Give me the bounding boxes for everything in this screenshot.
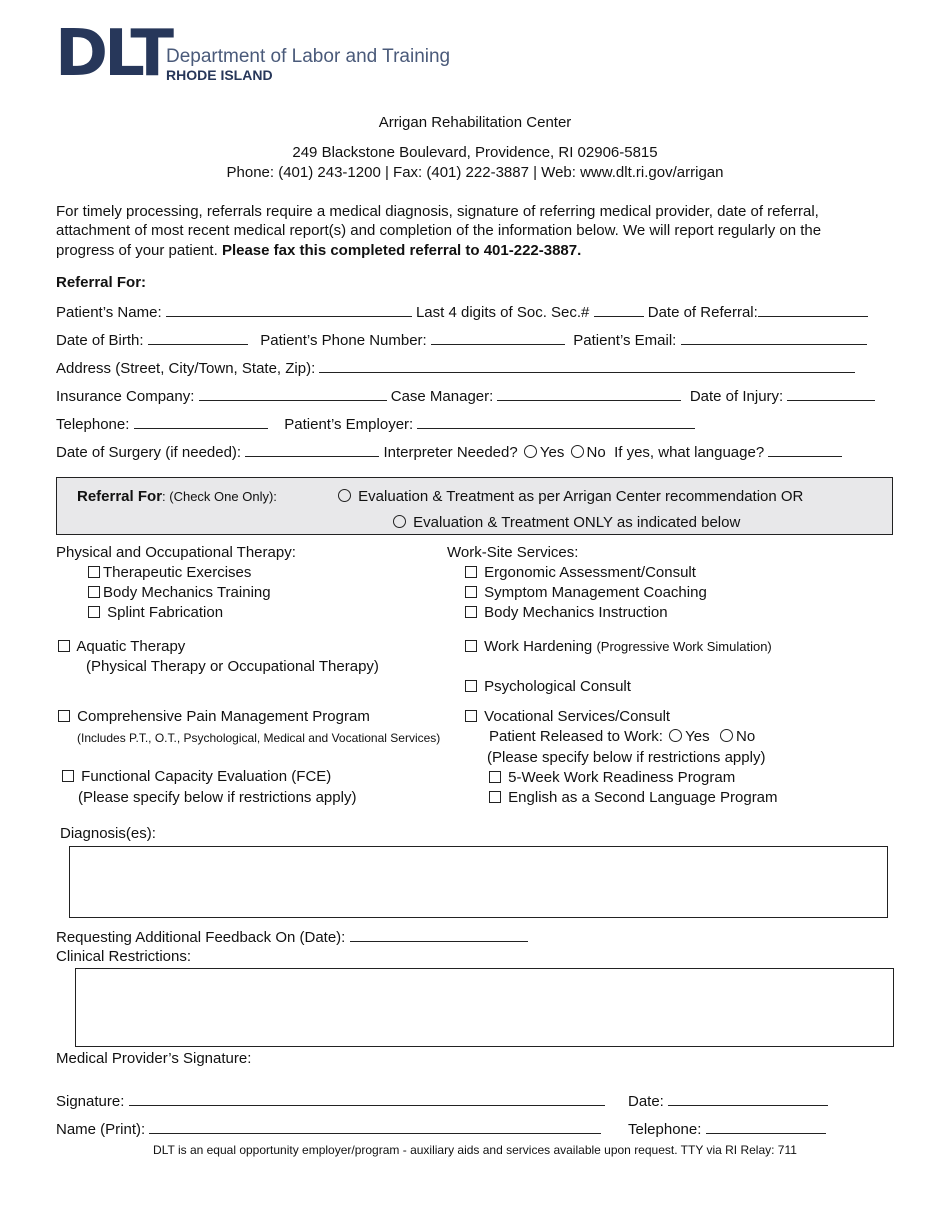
referral-option-1[interactable]: Evaluation & Treatment as per Arrigan Center recommendation OR: [336, 488, 803, 505]
work-hardening-checkbox[interactable]: [465, 640, 477, 652]
row-telephone: Telephone: Patient’s Employer:: [56, 414, 695, 433]
released-no-radio[interactable]: [720, 729, 733, 742]
option-1-radio[interactable]: [338, 489, 351, 502]
signature-row: Signature:: [56, 1091, 605, 1110]
pain-sub: (Includes P.T., O.T., Psychological, Medical and Vocational Services): [77, 731, 441, 745]
released-sub: (Please specify below if restrictions apply): [487, 749, 766, 766]
row-patient: Patient’s Name: Last 4 digits of Soc. Sec.# Date of Referral:: [56, 302, 868, 321]
body-mech-training-checkbox[interactable]: [88, 586, 100, 598]
splint-checkbox[interactable]: [88, 606, 100, 618]
interpreter-yes-radio[interactable]: [524, 445, 537, 458]
feedback-row: Requesting Additional Feedback On (Date):: [56, 927, 528, 946]
splint-fabrication[interactable]: Splint Fabrication: [88, 604, 223, 621]
body-mech-instruction-checkbox[interactable]: [465, 606, 477, 618]
released-to-work: Patient Released to Work: Yes No: [489, 728, 756, 745]
body-mech-instruction[interactable]: Body Mechanics Instruction: [465, 604, 668, 621]
vocational[interactable]: Vocational Services/Consult: [465, 708, 670, 725]
fce-sub: (Please specify below if restrictions apply): [78, 789, 357, 806]
fce-checkbox[interactable]: [62, 770, 74, 782]
restrictions-label: Clinical Restrictions:: [56, 948, 192, 965]
symptom[interactable]: Symptom Management Coaching: [465, 584, 707, 601]
center-name: Arrigan Rehabilitation Center: [378, 114, 572, 131]
row-surgery: Date of Surgery (if needed): Interpreter Needed? Yes No If yes, what language?: [56, 442, 842, 461]
intro-line-3: progress of your patient. Please fax this completed referral to 401-222-3887.: [56, 242, 582, 259]
vocational-checkbox[interactable]: [465, 710, 477, 722]
case-manager-field[interactable]: [497, 386, 681, 401]
referral-heading: Referral For:: [56, 274, 147, 291]
center-contact: Phone: (401) 243-1200 | Fax: (401) 222-3887 | Web: www.dlt.ri.gov/arrigan: [226, 164, 724, 181]
five-week[interactable]: 5-Week Work Readiness Program: [489, 769, 735, 786]
signature-field[interactable]: [129, 1091, 605, 1106]
worksite-heading: Work-Site Services:: [447, 544, 579, 561]
patient-phone-field[interactable]: [431, 330, 565, 345]
pt-ot-heading: Physical and Occupational Therapy:: [56, 544, 296, 561]
date-row: Date:: [628, 1091, 828, 1110]
option-2-radio[interactable]: [393, 515, 406, 528]
aquatic-therapy[interactable]: Aquatic Therapy: [58, 638, 185, 655]
provider-telephone-row: Telephone:: [628, 1119, 826, 1138]
signature-date-field[interactable]: [668, 1091, 828, 1106]
esl-checkbox[interactable]: [489, 791, 501, 803]
referral-option-2[interactable]: Evaluation & Treatment ONLY as indicated below: [391, 514, 740, 531]
patient-email-field[interactable]: [681, 330, 867, 345]
therapeutic-checkbox[interactable]: [88, 566, 100, 578]
insurance-field[interactable]: [199, 386, 387, 401]
row-insurance: Insurance Company: Case Manager: Date of Injury:: [56, 386, 875, 405]
row-dob: Date of Birth: Patient’s Phone Number: Patient’s Email:: [56, 330, 867, 349]
address-field[interactable]: [319, 358, 855, 373]
symptom-checkbox[interactable]: [465, 586, 477, 598]
five-week-checkbox[interactable]: [489, 771, 501, 783]
body-mechanics-training[interactable]: Body Mechanics Training: [88, 584, 271, 601]
language-field[interactable]: [768, 442, 842, 457]
interpreter-no-radio[interactable]: [571, 445, 584, 458]
footer-note: DLT is an equal opportunity employer/program - auxiliary aids and services available upon request. TTY via RI Relay: 711: [153, 1143, 797, 1157]
date-of-referral-field[interactable]: [758, 302, 868, 317]
ergonomic[interactable]: Ergonomic Assessment/Consult: [465, 564, 696, 581]
pain-management[interactable]: Comprehensive Pain Management Program: [58, 708, 370, 725]
referral-type-label: Referral For: (Check One Only):: [77, 488, 277, 505]
name-print-field[interactable]: [149, 1119, 601, 1134]
state-name: RHODE ISLAND: [166, 67, 273, 83]
esl[interactable]: English as a Second Language Program: [489, 789, 778, 806]
center-address: 249 Blackstone Boulevard, Providence, RI 02906-5815: [292, 144, 658, 161]
date-of-surgery-field[interactable]: [245, 442, 379, 457]
therapeutic-exercises[interactable]: Therapeutic Exercises: [88, 564, 251, 581]
date-of-injury-field[interactable]: [787, 386, 875, 401]
patient-name-field[interactable]: [166, 302, 412, 317]
dlt-logo: DLT: [55, 17, 170, 91]
ssn-field[interactable]: [594, 302, 644, 317]
diagnosis-label: Diagnosis(es):: [60, 825, 156, 842]
feedback-date-field[interactable]: [350, 927, 528, 942]
signature-heading: Medical Provider’s Signature:: [56, 1050, 252, 1067]
restrictions-textbox[interactable]: [75, 968, 894, 1047]
row-address: Address (Street, City/Town, State, Zip):: [56, 358, 855, 377]
org-name: Department of Labor and Training: [166, 46, 451, 67]
psych-checkbox[interactable]: [465, 680, 477, 692]
dob-field[interactable]: [148, 330, 248, 345]
provider-telephone-field[interactable]: [706, 1119, 826, 1134]
pain-checkbox[interactable]: [58, 710, 70, 722]
released-yes-radio[interactable]: [669, 729, 682, 742]
aquatic-sub: (Physical Therapy or Occupational Therapy): [86, 658, 379, 675]
name-print-row: Name (Print):: [56, 1119, 601, 1138]
intro-line-1: For timely processing, referrals require a medical diagnosis, signature of referring medical provider, date of referral,: [56, 203, 819, 220]
psych-consult[interactable]: Psychological Consult: [465, 678, 631, 695]
diagnosis-textbox[interactable]: [69, 846, 888, 918]
intro-line-2: attachment of most recent medical report(s) and completion of the information below. We will report regularly on the: [56, 222, 822, 239]
telephone-field[interactable]: [134, 414, 268, 429]
ergonomic-checkbox[interactable]: [465, 566, 477, 578]
fax-instruction: Please fax this completed referral to 401-222-3887.: [221, 242, 582, 259]
fce[interactable]: Functional Capacity Evaluation (FCE): [62, 768, 331, 785]
aquatic-checkbox[interactable]: [58, 640, 70, 652]
work-hardening[interactable]: Work Hardening (Progressive Work Simulation): [465, 638, 772, 655]
employer-field[interactable]: [417, 414, 695, 429]
